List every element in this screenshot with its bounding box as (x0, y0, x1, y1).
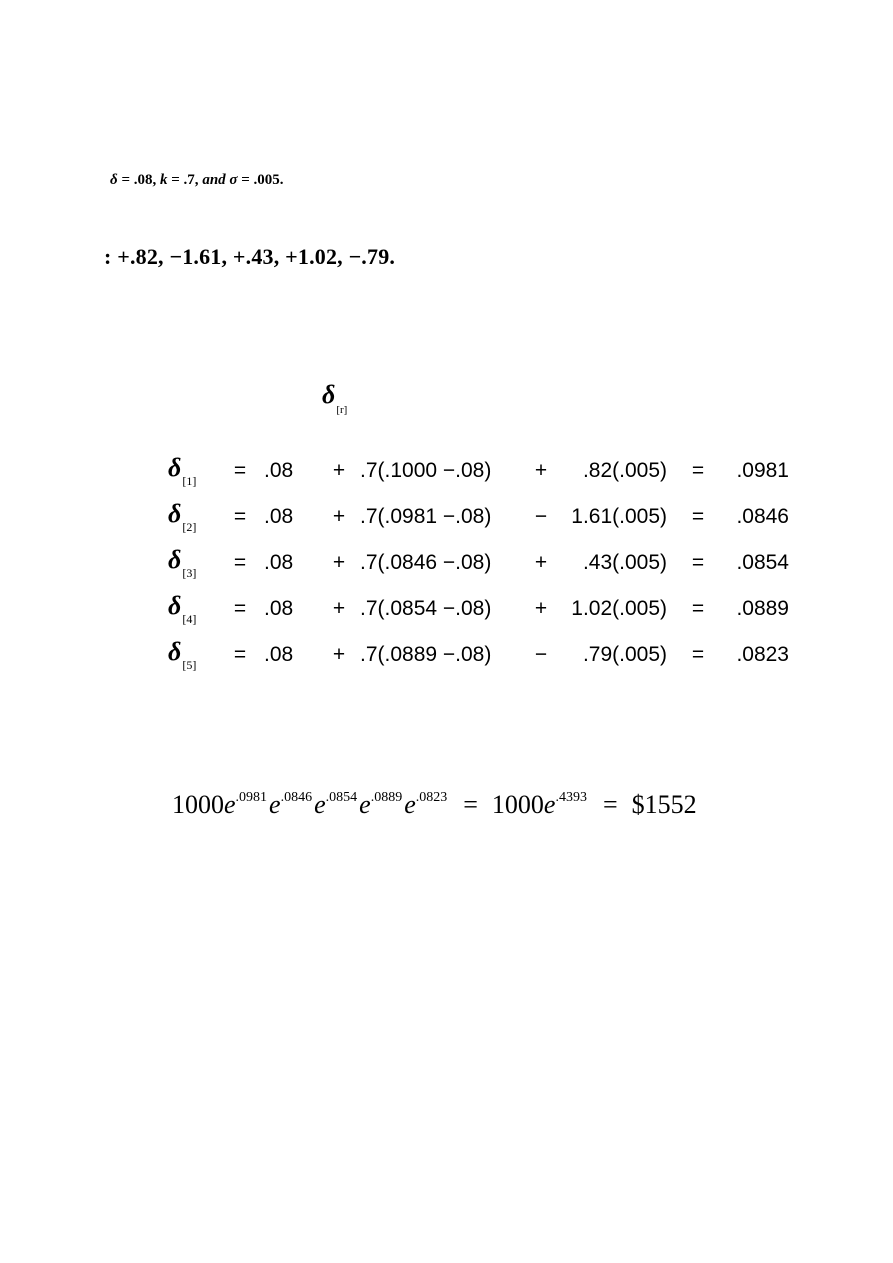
final-e: e (404, 790, 416, 819)
equation-res: .0854 (736, 551, 789, 574)
equation-eq1: = (233, 551, 247, 574)
equation-shock: .79(.005) (582, 643, 667, 666)
equation-delta-symbol: δ (168, 545, 182, 574)
equation-k: .08 (264, 505, 294, 528)
final-e: e (269, 790, 281, 819)
final-coefficient: 1000 (172, 790, 224, 819)
final-exponent: .0823 (415, 790, 448, 805)
equation-res: .0981 (736, 459, 789, 482)
equation-shock: 1.61(.005) (571, 505, 667, 528)
final-exponent: .0889 (370, 790, 403, 805)
final-exponent: .0981 (235, 790, 268, 805)
equation-eq1: = (233, 505, 247, 528)
delta-symbol: δ (110, 172, 118, 188)
equation-row (168, 586, 789, 632)
and-word: and (202, 172, 230, 188)
final-e: e (359, 790, 371, 819)
delta-r-subscript: [r] (336, 404, 348, 416)
equation-term: .7(.1000 −.08) (360, 459, 492, 482)
delta-r-symbol: δ (322, 380, 336, 409)
equation-eq1: = (233, 459, 247, 482)
equation-label (168, 448, 216, 494)
final-e: e (314, 790, 326, 819)
k-value: = .7, (167, 172, 203, 188)
final-exponent: .0854 (325, 790, 358, 805)
equation-term: .7(.0981 −.08) (360, 505, 492, 528)
equation-subscript: [2] (182, 520, 197, 534)
k-symbol: k (160, 172, 168, 188)
final-exponent: .0846 (280, 790, 313, 805)
equation-shock: 1.02(.005) (571, 597, 667, 620)
equation-row (168, 448, 789, 494)
equation-delta-symbol: δ (168, 453, 182, 482)
equation-res: .0823 (736, 643, 789, 666)
equation-res: .0846 (736, 505, 789, 528)
equation-k: .08 (264, 459, 294, 482)
equation-delta-symbol: δ (168, 637, 182, 666)
equation-shock: .82(.005) (582, 459, 667, 482)
equation-term: .7(.0889 −.08) (360, 643, 492, 666)
accumulation-equation (172, 790, 697, 820)
equation-eq2: = (691, 459, 705, 482)
equation-eq1: = (233, 643, 247, 666)
final-result: $1552 (631, 790, 697, 819)
sigma-symbol: σ (229, 172, 238, 188)
equation-res: .0889 (736, 597, 789, 620)
equation-op2: + (534, 551, 548, 574)
equation-label (168, 586, 216, 632)
sigma-value: = .005. (237, 172, 284, 188)
equation-shock: .43(.005) (582, 551, 667, 574)
equation-op2: + (534, 597, 548, 620)
equation-subscript: [1] (182, 474, 197, 488)
equation-row (168, 494, 789, 540)
equation-row (168, 540, 789, 586)
equation-op1: + (332, 551, 346, 574)
equation-subscript: [4] (182, 612, 197, 626)
final-coefficient-2: 1000 (491, 790, 544, 819)
equation-eq2: = (691, 505, 705, 528)
equation-label (168, 494, 216, 540)
equation-k: .08 (264, 597, 294, 620)
equation-op2: + (534, 459, 548, 482)
equation-label (168, 540, 216, 586)
equation-eq2: = (691, 597, 705, 620)
final-e: e (224, 790, 236, 819)
final-e-total: e (543, 790, 556, 819)
equation-delta-symbol: δ (168, 499, 182, 528)
parameter-line (110, 172, 284, 189)
equation-k: .08 (264, 643, 294, 666)
equation-op1: + (332, 643, 346, 666)
equation-eq1: = (233, 597, 247, 620)
random-draws-line: : +.82, −1.61, +.43, +1.02, −.79. (104, 244, 396, 269)
equation-op2: − (534, 505, 548, 528)
equation-op1: + (332, 505, 346, 528)
equation-subscript: [3] (182, 566, 197, 580)
equation-eq2: = (691, 643, 705, 666)
equation-op2: − (534, 643, 548, 666)
equation-term: .7(.0854 −.08) (360, 597, 492, 620)
final-equals-1: = (463, 790, 478, 819)
equation-subscript: [5] (182, 658, 197, 672)
equation-k: .08 (264, 551, 294, 574)
delta-r-header (322, 380, 347, 416)
delta-value: = .08, (117, 172, 160, 188)
equation-term: .7(.0846 −.08) (360, 551, 492, 574)
equation-delta-symbol: δ (168, 591, 182, 620)
delta-equation-table (168, 448, 789, 678)
equation-op1: + (332, 459, 346, 482)
equation-label (168, 632, 216, 678)
equation-op1: + (332, 597, 346, 620)
final-exponent-total: .4393 (555, 790, 587, 805)
equation-row (168, 632, 789, 678)
equation-eq2: = (691, 551, 705, 574)
final-equals-2: = (602, 790, 618, 819)
